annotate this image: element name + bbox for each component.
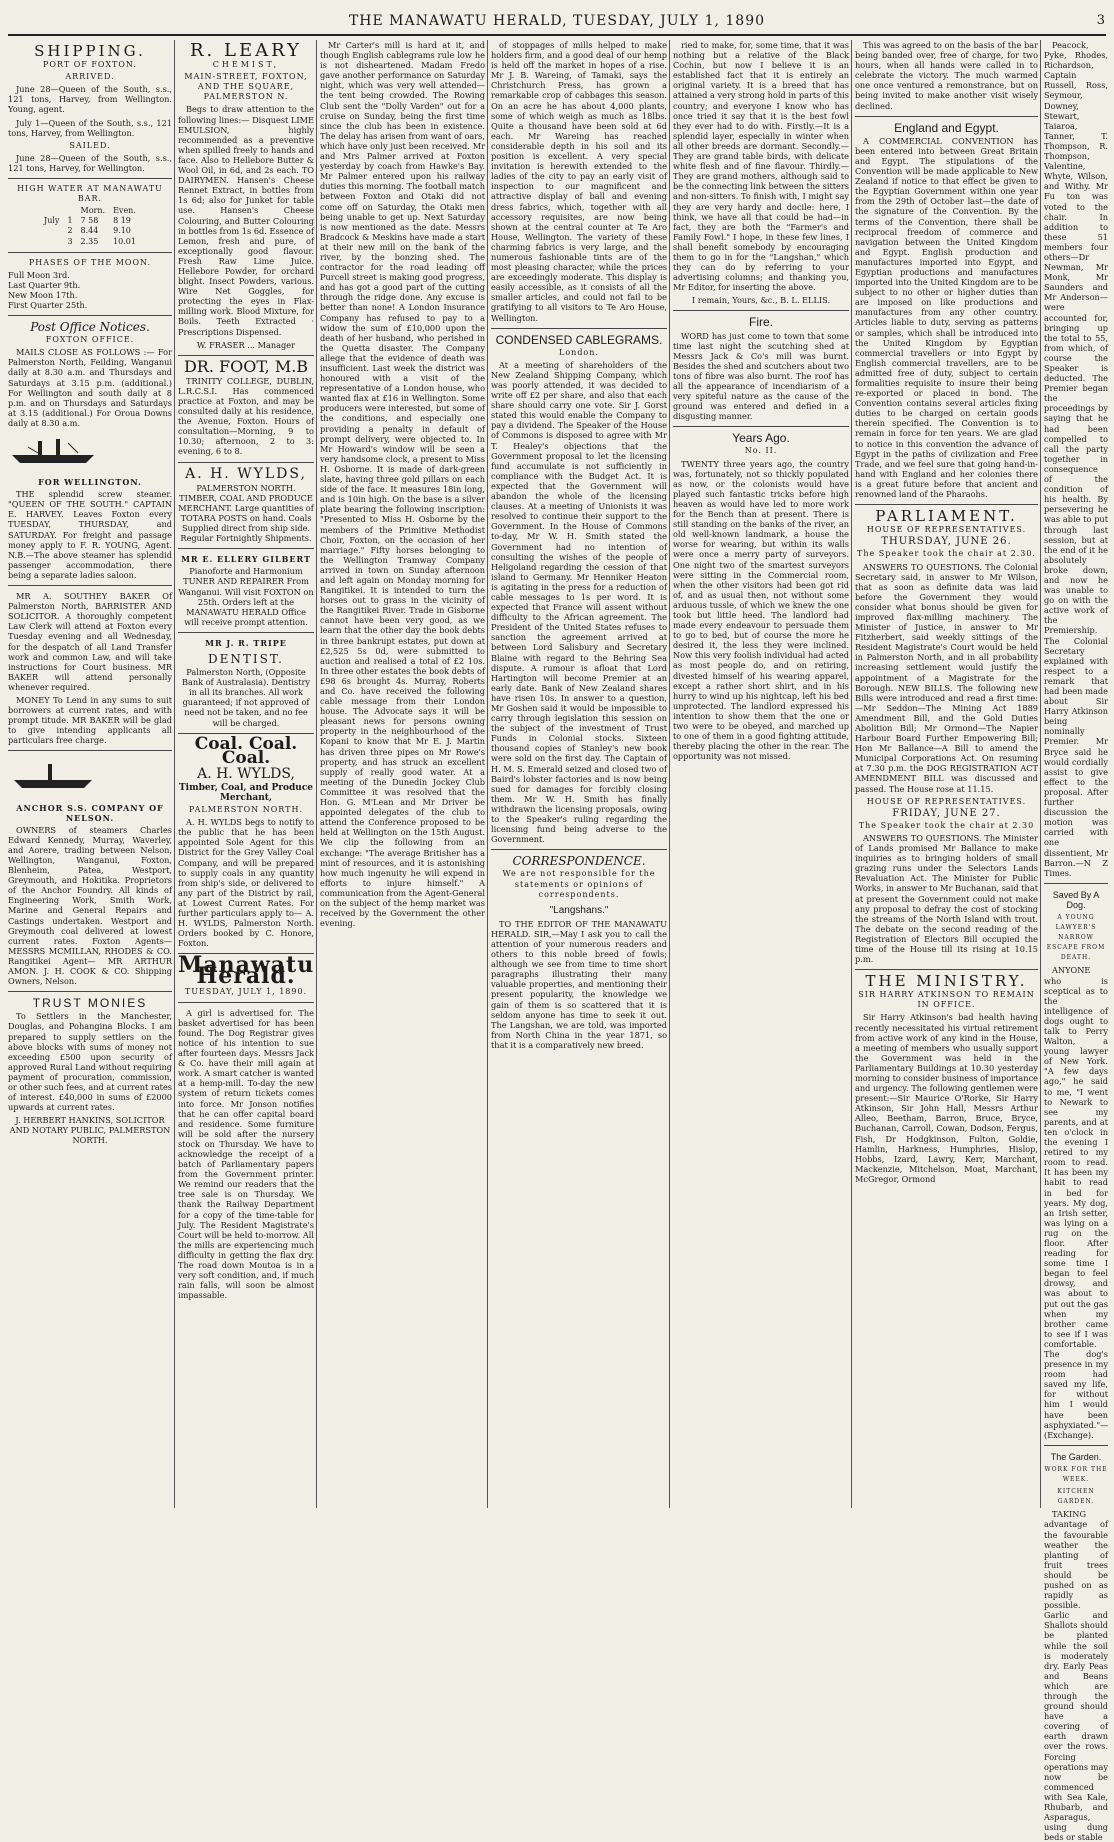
masthead [8, 8, 1106, 36]
sailing-item: June 28—Queen of the South, s.s., 121 tons, Harvey, for Wellington. [8, 152, 172, 173]
garden-subheading: WORK FOR THE WEEK. [1044, 1465, 1108, 1484]
ministry-heading: THE MINISTRY. [865, 972, 1028, 991]
trust-advert: To Settlers in the Manchester, Douglas, and Pohangina Blocks. I am prepared to supply settlers on the above blocks with sums of money not exceeding £500 upon security of approved Rural Land without requiring payment of procuration, commission, or other such fees, and at current rates of interest. £40,000 in sums of £2000 upwards at current rates. [8, 1011, 172, 1113]
foot-name: DR. FOOT, M.B [183, 356, 309, 376]
parliament-heading: PARLIAMENT. [875, 507, 1018, 526]
years-ago-text: TWENTY three years ago, the country was, fortunately, not so thickly populated as now, or the colonists would have played such fantastic tricks before high heaven as would have led to more work for the Bench than at present. There is still standing on the banks of the river, an old well-known landmark, a house the worse for wearing, but within its walls were once a merry party of surveyors. One night two of the smartest surveyors were sitting in the Commercial room, when the other visitors had been got rid of, and as usual then, not without some arduous tussle, of which we knew the one took but little heed. The landlord had made every endeavour to persuade them to go to bed, but of course the more he desired it, the less they were inclined. Now this very foolish individual had acted as most people do, and on retiring, divested himself of his wearing apparel, except a rather short shirt, and in his hurry to wind up his nightcap, left his bed unprotected. The landlord expressed his intention to show them that the one or two were to be obeyed, and marched up to one of them in a good fighting attitude, thereby placing the other in the rear. The opportunity was not missed. [673, 458, 849, 762]
sailed-heading: SAILED. [69, 140, 111, 150]
coal-heading: Coal. Coal. [194, 733, 298, 754]
egypt-text: A COMMERCIAL CONVENTION has been entered into between Great Britain and Egypt. The stipulations of the Convention will be made applicable to New Zealand if notice to that effect be given to the Egyptian Government within one year from the 29th of October last—the date of the signature of the Convention. By the terms of the Convention, there shall be reciprocal freedom of commerce and navigation between the United Kingdom and Egypt. English production and manufactures imported into Egypt, and Egyptian productions and manufactures imported into the United Kingdom are to be subject to no other or higher duties than are imposed on like productions and manufactures from any other country. Articles liable to duty, serving as patterns or samples, which shall be introduced into the United Kingdom by Egyptian commercial travellers or into Egypt by English commercial travellers, are to be admitted free of duty, subject to certain formalities requisite to insure their being re-exported or placed in bond. The Convention contains several articles fixing duties to be charged on certain goods therein specified. The Convention is to remain in force for ten years. We are glad to notice in this convention the advance of Egypt in the paths of civilization and Free Trade, and we feel sure that going hand-in-hand with England and her colonies there is a great future before that ancient and renowned land of the Pharaohs. [855, 135, 1038, 500]
local-news-continued: Mr Carter's mill is hard at it, and though English cablegrams rule low he is not disheartened. Madam Fredo gave another performance on Saturday night, which was very well attended—the tent being crowded. The Rowing Club sent the "Dolly Varden" out for a cruise on Sunday, being the first time since the club has been in existence. The delay has arisen from want of oars, which have only just been received. Mr and Mrs Palmer arrived at Foxton yesterday by coach from Hawke's Bay. Mr Palmer entered upon his railway duties this morning. The football match between Foxton and Otaki did not come off on Saturday, the Otaki men being unable to get up. Next Saturday is now mentioned as the date. Messrs Bradcock & Meskins have made a start at their new mill on the bank of the river, by the bonzing shed. The contractor for the road leading off Purcell street is making good progress, and has got a good part of the cutting through the ridge done. Any excuse is better than none! A London Insurance Company has refused to pay to a widow the sum of £10,000 upon the death of her husband, who perished in the Quetta disaster. The Company allege that the evidence of death was insufficient. Last week the district was honoured with a visit of the representative of a London house, who wanted flax at £16 in Wellington. Some producers were interested, but some of the conditions, and especially one providing a penalty in default of prompt delivery, were objected to. In Mr Howard's window will be seen a very handsome clock, a present to Miss H. Osborne. It is made of dark-green slate, having three gold pillars on each side of the face. It measures 18in long, and is 10in high. On the base is a silver plate bearing the following inscription: "Presented to Miss H. Osborne by the members of the Primitive Methodist Choir, Foxton, on the occasion of her marriage." Fifty horses belonging to the Wellington Tramway Company arrived in town on Sunday afternoon and left again on Monday morning for Rangitikei. It is intended to turn the horses out to grass in the vicinity of the Rangitikei River. Trade in Gisborne cannot have been very good, as we learn that the other day the book debts in three bankrupt estates, put down at £2,525 5s 0d, were submitted to auction and realised a total of £2 10s. In three other estates the book debts of £98 6s brought 4s. Murray, Roberts and Co. have received the following cable message from their London house. The Advocate says it will be pleasant news for persons owning property in the neighbourhood of the Kopani to know that Mr E. J. Martin has driven three pipes on Mr Rowe's property, and has struck an excellent supply of really good water. At a meeting of the Dunedin Jockey Club Committee it was resolved that the Hon. G. M'Lean and Mr Driver be appointed delegates of the club to attend the Conference proposed to be held at Wellington on the 15th August. We clip the following from an exchange: "The average Britisher has a mint of resources, and it is astonishing how much ingenuity he will expend in efforts to injure himself." A communication from the Agent-General on the subject of the hemp market was received by the Government the other evening. [320, 40, 485, 929]
anchor-advert: OWNERS of steamers Charles Edward Kennedy, Murray, Waverley, and Aorere, trading between Nelson, Wellington, Wanganui, Foxton, Blenheim, Patea, Westport, Greymouth, and Hokitika. Proprietors of the Anchor Foundry. All kinds of Engineering Work, Smith Work, Marine and General Repairs and Castings undertaken. Westport and Greymouth coal delivered at lowest current rates. Foxton Agents— MESSRS MCMILLAN, RHODES & CO. Rangitikei Agent— MR ARTHUR AMON. J. H. COOK & CO. Shipping Owners, Nelson. [8, 824, 172, 987]
tripe-name: MR J. R. TRIPE [205, 637, 287, 648]
years-ago-heading: Years Ago. [732, 431, 790, 446]
post-office-sub: FOXTON OFFICE. [45, 335, 135, 345]
dentist-heading: DENTIST. [208, 651, 284, 666]
wellington-heading: FOR WELLINGTON. [38, 477, 142, 488]
column-rule [487, 40, 488, 1508]
dog-story: ANYONE who is sceptical as to the intelligence of dogs ought to talk to Perry Walton, a young lawyer of New York. "A few days ago," he said to me, "I went to Newark to see my parents, and at ten o'clock in the evening I retired to my room to read. It has been my habit to read in bed for years. My dog, an Irish setter, was lying on a rug on the floor. After reading for some time I began to feel drowsy, and was about to put out the gas when my brother came to see if I was comfortable. The dog's presence in my room had saved my life, for without him I would have been asphyxiated."—(Exchange). [1044, 965, 1109, 1440]
langshans-letter: TO THE EDITOR OF THE MANAWATU HERALD. SIR,—May I ask you to call the attention of your numerous readers and others to this noble breed of fowls; although we see from time to time short paragraphs illustrating their many valuable properties, and mentioning their present popularity, the knowledge we gain of them is so scattered that it is seldom anyone has time to seek it out. The Langshan, we are told, was imported from North China in the year 1871, so that it is a comparatively new breed. [491, 918, 667, 1050]
baker-advert: MR A. SOUTHEY BAKER Of Palmerston North, BARRISTER AND SOLICITOR. A thoroughly competent Law Clerk will attend at Foxton every Tuesday evening and all Wednesday, for the despatch of all Land Transfer work and common Law, and will take instructions for Court business. MR BAKER will attend personally whenever required. [8, 591, 172, 692]
column-3 [320, 40, 485, 1508]
anchor-heading: ANCHOR S.S. COMPANY OF NELSON. [16, 802, 164, 823]
steamer-advert: THE splendid screw steamer. "QUEEN OF THE SOUTH." CAPTAIN E. HARVEY. Leaves Foxton every TUESDAY, THURSDAY, and SATURDAY. For freight and passage money apply to F. R. YOUNG, Agent. N.B.—The above steamer has splendid passenger accommodation, there being a separate ladies saloon. [8, 489, 172, 580]
ministry-text: Sir Harry Atkinson's bad health having recently necessitated his virtual retirement from active work of any kind in the House, a meeting of members who usually support the Government was held in the Parliamentary Buildings at 10.30 yesterday morning to consider business of importance and urgency. The following gentlemen were present:—Sir Maurice O'Rorke, Sir Harry Atkinson, Sir John Hall, Messrs Arthur Alleo, Beetham, Barron, Bruce, Bryce, Buchanan, Carroll, Cowan, Dodson, Fergus, Fish, Dr Hodgkinson, Fulton, Goldie, Hamlin, Harkness, Humphries, Hislop, Hobbs, Izard, Lawry, Kerr, Marchant, Mackenzie, Mitchelson, Moat, Marchant, McGregor, Ormond [855, 1012, 1039, 1184]
dog-heading: Saved By A Dog. [1052, 889, 1100, 910]
column-rule [669, 40, 670, 1508]
port-heading: PORT OF FOXTON. [43, 60, 137, 70]
friday-text: ANSWERS TO QUESTIONS. The Minister of Lands promised Mr Ballance to make inquiries as to bringing holders of small grazing runs under the Selectors Lands Revaluation Act. The Minister for Public Works, in answer to Mr Buchanan, said that at present the Government could not make any proposal to defray the cost of stocking the streams of the North Island with trout. The debate on the second reading of the Registration of Electors Bill occupied the time of the House till its rising at 10.15 p.m. [855, 832, 1038, 965]
column-2 [178, 40, 314, 1508]
column-5 [673, 40, 849, 1508]
column-7 [1044, 40, 1109, 1842]
house-heading: HOUSE OF REPRESENTATIVES. [866, 525, 1027, 535]
masthead-title: THE MANAWATU HERALD, TUESDAY, JULY 1, 1890 [348, 13, 766, 29]
tripe-advert: Palmerston North, (Opposite Bank of Australasia). Dentistry in all its branches. All work guaranteed; if not approved of need not be taken, and no fee will be charged. [182, 667, 310, 728]
wylds2-title: Timber, Coal, and Produce Merchant, [178, 782, 314, 803]
wylds2-advert: A. H. WYLDS begs to notify to the public that he has been appointed Sole Agent for this District for the Grey Valley Coal Company, and will be prepared to supply coals in any quantity from ship's side, or delivered to any part of the District by rail, at Lowest Current Rates. For further particulars apply to— A. H. WYLDS, Palmerston North. Orders booked by C. Honore, Foxton. [178, 817, 314, 949]
leary-title: CHEMIST, [212, 60, 280, 70]
column-rule [1040, 40, 1041, 1508]
page-number: 3 [1096, 13, 1106, 28]
langshans-continued: ried to make, for, some time, that it was nothing but a relative of the Black Cochin, but now I believe it is an established fact that it is entirely an original variety. It is a breed that has attained a very strong hold in parts of this country; and everyone I know who has once tried it say that it is the best fowl they ever had to do with. Firstly.—It is a splendid layer, especially in winter when all other breeds are dormant. Secondly.—They are grand table birds, with delicate white flesh and of fine flavour. Thirdly.—They are grand mothers, although said to be the connecting link between the sitters and non-sitters. To finish with, I might say they are very hardy and docile: here, I think, we have all that could be had—in fact, they are both the "Farmer's and Family Fowl." I hope, in these few lines, I shall benefit somebody by encouraging them to go in for the "Langshan," which they can do by referring to your advertising columns; and thanking you, Mr Editor, for inserting the above. [673, 40, 849, 293]
london-heading: London. [559, 347, 599, 357]
friday-date: FRIDAY, JUNE 27. [892, 807, 1001, 819]
dog-subheading: A YOUNG LAWYER'S NARROW ESCAPE FROM DEATH. [1046, 913, 1106, 962]
speaker-chair-friday: The Speaker took the chair at 2.30 [858, 820, 1035, 830]
moon-phase: First Quarter 25th. [8, 299, 88, 310]
wylds2-name: A. H. WYLDS, [197, 765, 295, 782]
garden-heading: The Garden. [1050, 1451, 1102, 1462]
issue-date: TUESDAY, JULY 1, 1890. [184, 986, 308, 996]
arrival-item: July 1—Queen of the South, s.s., 121 tons, Harvey, from Wellington. [8, 117, 172, 138]
arrived-heading: ARRIVED. [65, 72, 115, 82]
house-heading-friday: HOUSE OF REPRESENTATIVES. [866, 796, 1027, 806]
post-office-text: MAILS CLOSE AS FOLLOWS :— For Palmerston North, Feilding, Wanganui daily at 8.30 a.m. and Thursdays and Saturdays at 3.15 p.m. (additional.) For Wellington and south daily at 8 p.m. and on Thursdays and Saturdays at 3.15 (additional.) For Oroua Downs daily at 8.30 a.m. [8, 347, 172, 428]
years-ago-number: No. II. [744, 446, 778, 456]
local-news: A girl is advertised for. The basket advertised for has been found. The Dog Registrar gives notice of his intention to sue after fourteen days. Messrs Jack & Co. have their mill again at work. A smart catcher is wanted at a hemp-mill. To-day the new system of return tickets comes into force. Mr Jonson notifies that he can offer capital board and residence. Some furniture will be sold after the nursery stock on Thursday. We have to acknowledge the receipt of a batch of Parliamentary papers from the Government printer. We remind our readers that the tree sale is on Thursday. We thank the Railway Department for a copy of the time-table for July. The Resident Magistrate's Court will be held to-morrow. All the mills are experiencing much difficulty in getting the flax dry. The road down Moutoa is in a very soft condition, and, if much rain falls, will soon be almost impassable. [178, 1007, 314, 1301]
shipping-heading: SHIPPING. [34, 42, 146, 60]
wylds-advert: PALMERSTON NORTH. TIMBER, COAL AND PRODUCE MERCHANT. Large quantities of TOTARA POSTS on hand. Coals Supplied direct from ship side. Regular Fortnightly Shipments. [178, 482, 314, 544]
money-advert: MONEY To Lend in any sums to suit borrowers at current rates, and with prompt titude. MR BAKER will be glad to give intending applicants all particulars free charge. [8, 694, 172, 746]
leary-manager: W. FRASER ... Manager [196, 339, 296, 350]
years-ago-continued: This was agreed to on the basis of the bar being banded over, free of charge, for two hours, when all hands were called in to celebrate the victory. The much warmed one once ventured a remonstrance, but on being invited to make another visit wisely declined. [855, 40, 1038, 111]
column-rule [174, 40, 175, 1508]
gilbert-name: MR E. ELLERY GILBERT [181, 554, 311, 565]
moon-phase: New Moon 17th. [8, 289, 78, 300]
column-1 [8, 40, 172, 1508]
column-4 [491, 40, 667, 1508]
gilbert-advert: Pianoforte and Harmonium TUNER AND REPAIRER From Wanganui. Will visit FOXTON on 25th. Orders left at the MANAWATU HERALD Office will receive prompt attention. [178, 566, 314, 627]
table-row: 2 8.44 9.10 [67, 226, 131, 236]
kitchen-garden-heading: KITCHEN GARDEN. [1057, 1488, 1095, 1506]
cablegrams-text: At a meeting of shareholders of the New Zealand Shipping Company, which was poorly attended, it was decided to write off £2 per share, and also that each share should carry one vote. Sir J. Gorst stated this would enable the Company to pay a dividend. The Speaker of the House of Commons is disposed to agree with Mr T. Healey's objections that the Government proposal to let the licensing fund accumulate is not sufficiently in compliance with the Budget Act. It is expected that the Government will abandon the whole of the licensing clauses. At a meeting of Unionists it was resolved to continue their support to the Government. In the House of Commons to-day, Mr W. H. Smith stated the Government had no intention of consulting the wishes of the people of Heligoland regarding the cession of that island to Germany. Mr Henniker Heaton is agitating in the press for a reduction of cable messages to 1s per word. It is expected that France will assent without difficulty to the African agreement. The President of the United States refuses to sanction the agreement arrived at between Lord Salisbury and Secretary Blaine with regard to the Behring Sea dispute. A rumour is afloat that Lord Hartington will become Premier at an early date. Bank of New Zealand shares have risen 10s. In answer to a question, Mr Goshen said it would be impossible to carry through legislation this session on the subject of the investment of Trust Funds in Colonial stocks. Sixteen thousand copies of Stanley's new book were sold on the first day. The Captain of H. M. S. Emerald seized and closed two of Baird's lobster factories and is now being sued for damages for forcibly closing them. Mr W. H. Smith has finally withdrawn the licensing proposals, owing to the Speaker's ruling regarding the licensing fund being adverse to the Government. [491, 359, 667, 845]
table-row: July 1 7 58 8 19 [44, 216, 131, 226]
moon-heading: PHASES OF THE MOON. [28, 257, 152, 267]
foot-advert: TRINITY COLLEGE, DUBLIN, L.R.C.S.I. Has commenced practice at Foxton, and may be consulted daily at his residence, the Avenue, Foxton. Hours of consultation—Morning, 9 to 10.30; afternoon, 2 to 3: evening, 6 to 8. [178, 375, 314, 457]
wylds2-place: PALMERSTON NORTH. [188, 805, 303, 815]
news-continued: of stoppages of mills helped to make holders firm, and a good deal of our hemp is held off the market in hopes of a rise. Mr J. B. Wareing, of Tamaki, says the Christchurch Press, has grown a remarkable crop of cabbages this season. On an acre he has about 4,000 plants, some of which weigh as much as 18lbs. Quite a thousand have been sold at 6d each. Mr Wareing has reached considerable depth in his soil and its position is excellent. A very special invitation is herewith extended to the ladies of the city to pay an early visit of inspection to our magnificent and attractive display of ball and evening dress fabrics, which, together with all accessory requisites, are now being shown at the central counter at Te Aro House, Wellington. The variety of these charming fabrics is very large, and the numerous fashionable tints are of the most pleasing character, while the prices are exceedingly moderate. This display is easily accessible, as it consists of all the smaller articles, and could not fail to be gratifying to all visitors to Te Aro House, Wellington. [491, 40, 667, 323]
coal-heading: Coal. [221, 747, 271, 768]
speaker-chair: The Speaker took the chair at 2.30. [857, 549, 1036, 559]
leary-name: R. LEARY [190, 40, 302, 61]
table-row: 3 2.35 10.01 [67, 236, 136, 246]
moon-phase: Last Quarter 9th. [8, 279, 81, 290]
parliament-text: ANSWERS TO QUESTIONS. The Colonial Secretary said, in answer to Mr Wilson, that as soon as definite data was laid before the Government they would consider what bonus should be given for improved flax-milling machinery. The Minister of Justice, in answer to Mr Fitzherbert, said weekly sittings of the Resident Magistrate's Court would be held in Palmerston North, and in all probability increasing settlement would justify the appointment of a Magistrate for the Borough. NEW BILLS. The following new Bills were introduced and read a first time:—Mr Seddon—The Mining Act 1889 Amendment Bill, and the Gold Duties Abolition Bill; Mr Ormond—The Napier Harbour Board Further Empowering Bill; Hon Mr Ballance—A Bill to amend the Municipal Corporations Act. On resuming at 7.30 p.m. the DOG REGISTRATION ACT AMENDMENT BILL was discussed and passed. The House rose at 11.15. [855, 561, 1038, 794]
anchor-ship-icon [8, 762, 98, 792]
tide-heading: HIGH WATER AT MANAWATU BAR. [17, 184, 163, 204]
trust-heading: TRUST MONIES [32, 996, 148, 1011]
newspaper-flag: Manawatu Herald. [178, 952, 315, 989]
column-rule [851, 40, 852, 1508]
leary-advert: Begs to draw attention to the following lines:— Disquest LIME EMULSION, highly recommended as a preventive when spilled freely to hands and face. Also to Hellebore Butter & Wool Oil, in 6d, and 2s each. TO DAIRYMEN. Hansen's Cheese Rennet Extract, in bottles from 1s 6d; also for Junket for table use. Hansen's Cheese Colouring, and Butter Colouring in bottles from 1s 6d. Essence of Lemon, fresh and pure, of exceptionally good flavour. Fresh Raw Lime Juice. Hellebore Powder, for orchard blight. Insect Powders, various. Wire Net Goggles, for protecting the eyes in Flax-milling work. Blood Mixture, for Boils. Teeth Extracted · Prescriptions Dispensed. [178, 104, 314, 337]
ministry-continued: Peacock, Pyke, Rhodes, Richardson, Captain Russell, Ross, Seymour, Downey, Stewart, Taiaroa, Tanner, T. Thompson, R. Thompson, Valentine, Whyte, Wilson, and Withy. Mr Fu ton was voted to the chair. In addition to these 51 members four others—Dr Newman, Mr Monk, Mr Saunders and Mr Anderson—were accounted for, bringing up the total to 55, from which, of course the Speaker is deducted. The Premier began the proceedings by saying that he had been compelled to call the party together in consequence of the condition of his health. By persevering he was able to put through last session, but at the end of it he absolutely broke down, and now he was unable to go on with the active work of the Premiership. The Colonial Secretary explained with respect to a remark that had been made about Sir Harry Atkinson being nominally Premier. Mr Bryce said he would cordially assist to give effect to the proposal. After further discussion the motion was carried with one dissentient, Mr Barron.—N Z Times. [1044, 40, 1108, 878]
langshans-heading: "Langshans." [549, 904, 609, 916]
hankins-signature: J. HERBERT HANKINS, SOLICITOR AND NOTARY PUBLIC, PALMERSTON NORTH. [9, 1115, 171, 1146]
correspondence-note: We are not responsible for the statements or opinions of correspondents. [502, 869, 656, 899]
post-office-heading: Post Office Notices. [30, 320, 150, 335]
thursday-date: THURSDAY, JUNE 26. [881, 536, 1012, 548]
steamer-ship-icon [8, 437, 98, 467]
egypt-heading: England and Egypt. [894, 120, 999, 135]
tide-table: Morn. Even. July 1 7 58 8 19 2 8.44 9.10 3 2.35 10.01 [40, 206, 140, 246]
garden-text: TAKING advantage of the favourable weather the planting of fruit trees should be pushed on as rapidly as possible. Garlic and Shallots should be planted while the soil is moderately dry. Early Peas and Beans which are through the ground should have a covering of earth drawn over the rows. Forcing operations may now be commenced with Sea Kale, Rhubarb, and Asparagus, using dung beds or stable [1044, 1509, 1108, 1842]
wylds-name: A. H. WYLDS, [185, 465, 307, 482]
ministry-subheading: SIR HARRY ATKINSON TO REMAIN IN OFFICE. [858, 990, 1035, 1010]
arrival-item: June 28—Queen of the South, s.s., 121 tons, Harvey, from Wellington. Young, agent. [8, 84, 172, 115]
fire-heading: Fire. [749, 315, 773, 330]
column-rule [316, 40, 317, 1508]
moon-phase: Full Moon 3rd. [8, 269, 70, 280]
correspondence-heading: CORRESPONDENCE. [512, 854, 646, 869]
fire-text: WORD has just come to town that some time last night the scutching shed at Messrs Jack & Co's mill was burnt. Besides the shed and scutchers about two tons of fibre was also burnt. The roof has all the appearance of incendiarism of a very spiteful nature as the cause of the ground was entered and defied in a disgusting manner. [673, 330, 849, 422]
column-6 [855, 40, 1038, 1508]
leary-address: MAIN-STREET, FOXTON, AND THE SQUARE, PALMERSTON N. [184, 72, 308, 102]
letter-signature: I remain, Yours, &c., B. L. ELLIS. [691, 295, 831, 306]
cablegrams-heading: CONDENSED CABLEGRAMS. [495, 332, 663, 347]
